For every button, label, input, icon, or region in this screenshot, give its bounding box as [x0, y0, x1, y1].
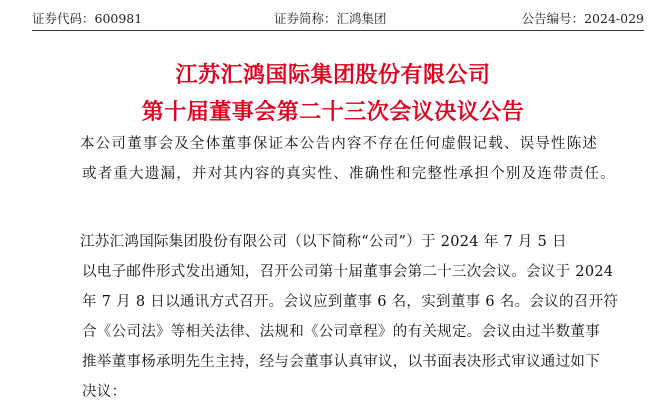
security-code: 证券代码：600981 [32, 11, 143, 26]
announcement-number: 公告编号：2024-029 [521, 11, 644, 26]
announcement-title: 第十届董事会第二十三次会议决议公告 [141, 100, 525, 125]
document-header [32, 9, 644, 29]
security-abbreviation: 证券简称：汇鸿集团 [274, 11, 387, 26]
body-paragraph-line: 年 7 月 8 日以通讯方式召开。会议应到董事 6 名，实到董事 6 名。会议的召开符 [82, 294, 619, 310]
body-paragraph-line: 决议： [82, 384, 127, 400]
board-statement-line: 或者重大遗漏，并对其内容的真实性、准确性和完整性承担个别及连带责任。 [82, 166, 616, 182]
body-paragraph-line: 合《公司法》等相关法律、法规和《公司章程》的有关规定。会议由过半数董事 [82, 324, 600, 340]
company-title: 江苏汇鸿国际集团股份有限公司 [175, 63, 491, 88]
body-paragraph-line: 以电子邮件形式发出通知，召开公司第十届董事会第二十三次会议。会议于 2024 [82, 264, 614, 280]
header-divider [32, 30, 644, 31]
body-paragraph-line: 江苏汇鸿国际集团股份有限公司（以下简称“公司”）于 2024 年 7 月 5 日 [80, 234, 567, 250]
body-paragraph-line: 推举董事杨承明先生主持，经与会董事认真审议，以书面表决形式审议通过如下 [82, 354, 600, 370]
board-statement-line: 本公司董事会及全体董事保证本公告内容不存在任何虚假记载、误导性陈述 [80, 136, 599, 152]
